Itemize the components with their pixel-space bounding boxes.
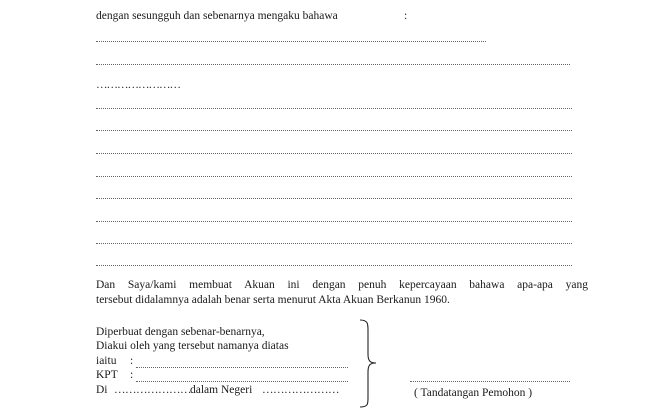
declaration-line-7 — [96, 175, 572, 177]
declaration-line-9 — [96, 220, 572, 222]
negeri-field: ………………… — [262, 384, 339, 396]
statement-paragraph — [96, 278, 588, 308]
kpt-colon: : — [130, 369, 134, 381]
declaration-line-1 — [96, 40, 486, 42]
kpt-label: KPT — [96, 369, 118, 381]
di-label: Di — [96, 384, 108, 396]
made-text: Diperbuat dengan sebenar-benarnya, — [96, 326, 265, 338]
negeri-label: dalam Negeri — [190, 384, 253, 396]
intro-text: dengan sesungguh dan sebenarnya mengaku bahawa — [96, 10, 338, 22]
intro-colon: : — [404, 10, 408, 22]
iaitu-colon: : — [130, 355, 134, 367]
declaration-line-4 — [96, 107, 572, 109]
iaitu-label: iaitu — [96, 355, 117, 367]
di-field: ………………… — [114, 384, 191, 396]
signature-line — [410, 380, 570, 382]
acknowledged-text: Diakui oleh yang tersebut namanya diatas — [96, 340, 289, 352]
declaration-line-10 — [96, 242, 572, 244]
declaration-line-11 — [96, 264, 572, 266]
declaration-line-8 — [96, 197, 572, 199]
declaration-line-5 — [96, 129, 572, 131]
kpt-field — [136, 380, 348, 382]
declaration-line-3: …………………… — [96, 79, 180, 91]
statement-line-2: tersebut didalamnya adalah benar serta menurut Akta Akuan Berkanun 1960. — [96, 294, 450, 306]
iaitu-field — [136, 366, 348, 368]
declaration-line-2 — [96, 63, 570, 65]
curly-brace-icon — [357, 318, 379, 408]
signature-caption: ( Tandatangan Pemohon ) — [414, 387, 533, 399]
declaration-line-6 — [96, 152, 572, 154]
statement-line-1: Dan Saya/kami membuat Akuan ini dengan penuh kepercayaan bahawa apa-apa yang — [96, 279, 588, 291]
